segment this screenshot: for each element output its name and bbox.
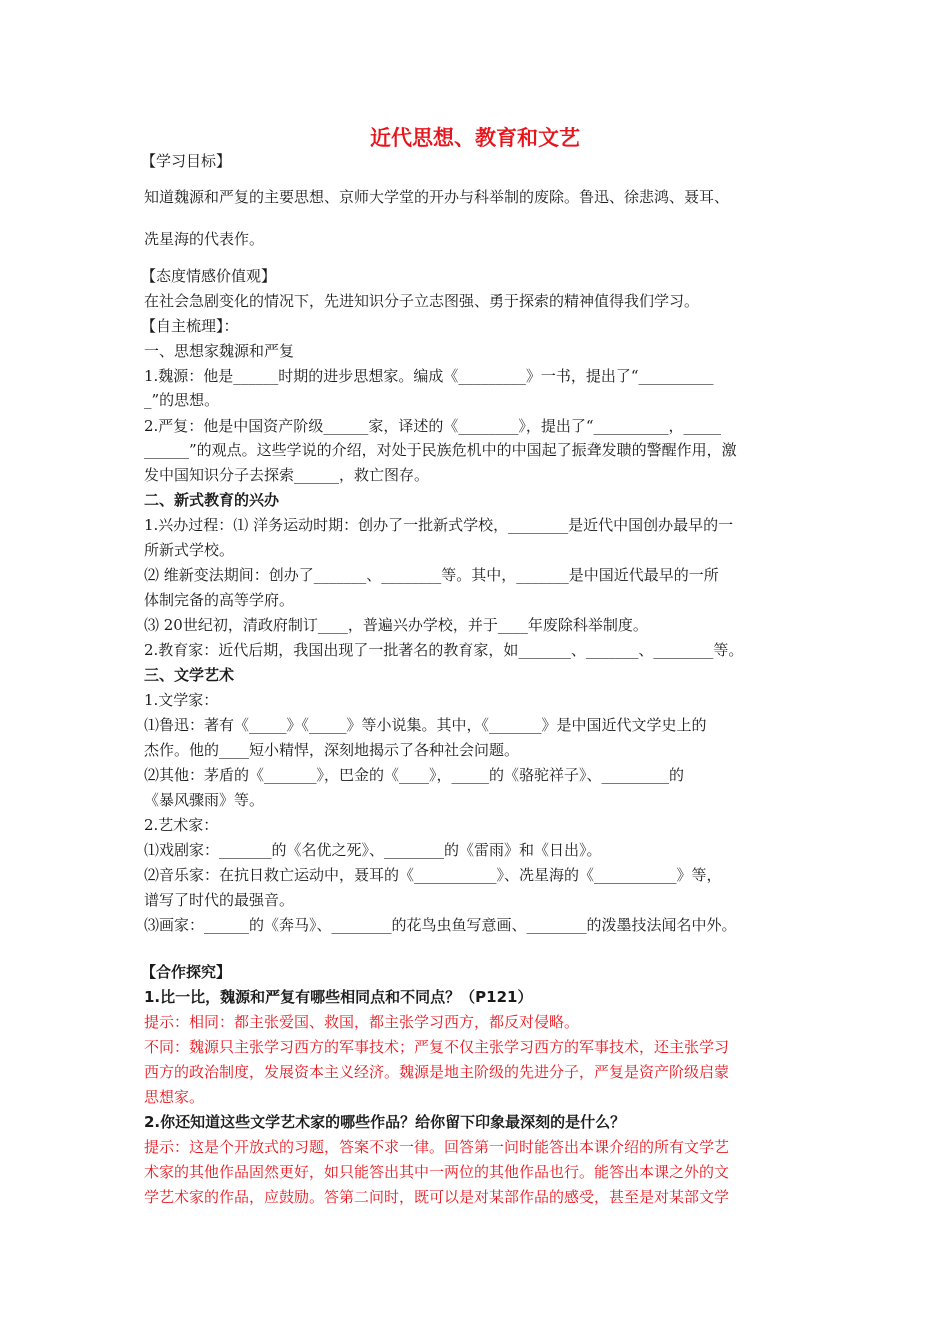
text-line: 在社会急剧变化的情况下，先进知识分子立志图强、勇于探索的精神值得我们学习。	[144, 292, 700, 310]
text-line: ⑴鲁迅：著有《_____》《_____》等小说集。其中，《_______》是中国近代文学史上的	[144, 716, 707, 734]
text-line: 1.文学家：	[144, 691, 219, 709]
text-line: 思想家。	[144, 1088, 205, 1106]
text-line: 发中国知识分子去探索______，救亡图存。	[144, 466, 430, 484]
text-line: 1.比一比，魏源和严复有哪些相同点和不同点？（P121）	[144, 988, 533, 1006]
text-line: 2.你还知道这些文学艺术家的哪些作品？给你留下印象最深刻的是什么？	[144, 1113, 626, 1131]
text-line: 三、文学艺术	[144, 666, 235, 684]
text-line: ⑴戏剧家：_______的《名优之死》、________的《雷雨》和《日出》。	[144, 841, 602, 859]
text-line: 2.教育家：近代后期，我国出现了一批著名的教育家，如_______、_______、________等。	[144, 641, 744, 659]
page-title: 近代思想、教育和文艺	[370, 126, 580, 150]
text-line: ⑶画家：______的《奔马》、________的花鸟虫鱼写意画、________的泼墨技法闻名中外。	[144, 916, 737, 934]
text-line: 【学习目标】	[141, 152, 232, 170]
text-line: ⑵ 维新变法期间：创办了_______、________等。其中，_______是中国近代最早的一所	[144, 566, 719, 584]
text-line: 冼星海的代表作。	[144, 230, 265, 248]
text-line: 西方的政治制度，发展资本主义经济。魏源是地主阶级的先进分子，严复是资产阶级启蒙	[144, 1063, 730, 1081]
text-line: 所新式学校。	[144, 541, 235, 559]
text-line: 二、新式教育的兴办	[144, 491, 280, 509]
text-line: 2.艺术家：	[144, 816, 219, 834]
text-line: 【态度情感价值观】	[141, 267, 277, 285]
text-line: 提示：相同：都主张爱国、救国，都主张学习西方，都反对侵略。	[144, 1013, 580, 1031]
text-line: _”的思想。	[144, 391, 220, 409]
text-line: 学艺术家的作品，应鼓励。答第二问时，既可以是对某部作品的感受，甚至是对某部文学	[144, 1188, 730, 1206]
text-line: 不同：魏源只主张学习西方的军事技术；严复不仅主张学习西方的军事技术，还主张学习	[144, 1038, 730, 1056]
text-line: 【自主梳理】：	[141, 317, 239, 335]
text-line: 谱写了时代的最强音。	[144, 891, 295, 909]
text-line: 一、思想家魏源和严复	[144, 342, 295, 360]
text-line: ______”的观点。这些学说的介绍，对处于民族危机中的中国起了振聋发聩的警醒作用，激	[144, 441, 737, 459]
text-line: 1.兴办过程：⑴ 洋务运动时期：创办了一批新式学校，________是近代中国创办最早的一	[144, 516, 734, 534]
text-line: 提示：这是个开放式的习题，答案不求一律。回答第一问时能答出本课介绍的所有文学艺	[144, 1138, 730, 1156]
text-line: 术家的其他作品固然更好，如只能答出其中一两位的其他作品也行。能答出本课之外的文	[144, 1163, 730, 1181]
text-line: ⑵音乐家：在抗日救亡运动中，聂耳的《___________》、冼星海的《___________》等，	[144, 866, 722, 884]
text-line: ⑵其他：茅盾的《_______》，巴金的《____》，_____的《骆驼祥子》、_________的	[144, 766, 685, 784]
text-line: 体制完备的高等学府。	[144, 591, 295, 609]
text-line: 【合作探究】	[141, 963, 232, 981]
text-line: 杰作。他的____短小精悍，深刻地揭示了各种社会问题。	[144, 741, 520, 759]
text-line: 1.魏源：他是______时期的进步思想家。编成《_________》一书，提出了“__________	[144, 367, 714, 385]
text-line: ⑶ 20世纪初，清政府制订____，普遍兴办学校，并于____年废除科举制度。	[144, 616, 648, 634]
text-line: 2.严复：他是中国资产阶级______家，译述的《________》，提出了“__________，_____	[144, 417, 721, 435]
text-line: 《暴风骤雨》等。	[144, 791, 265, 809]
text-line: 知道魏源和严复的主要思想、京师大学堂的开办与科举制的废除。鲁迅、徐悲鸿、聂耳、	[144, 188, 730, 206]
